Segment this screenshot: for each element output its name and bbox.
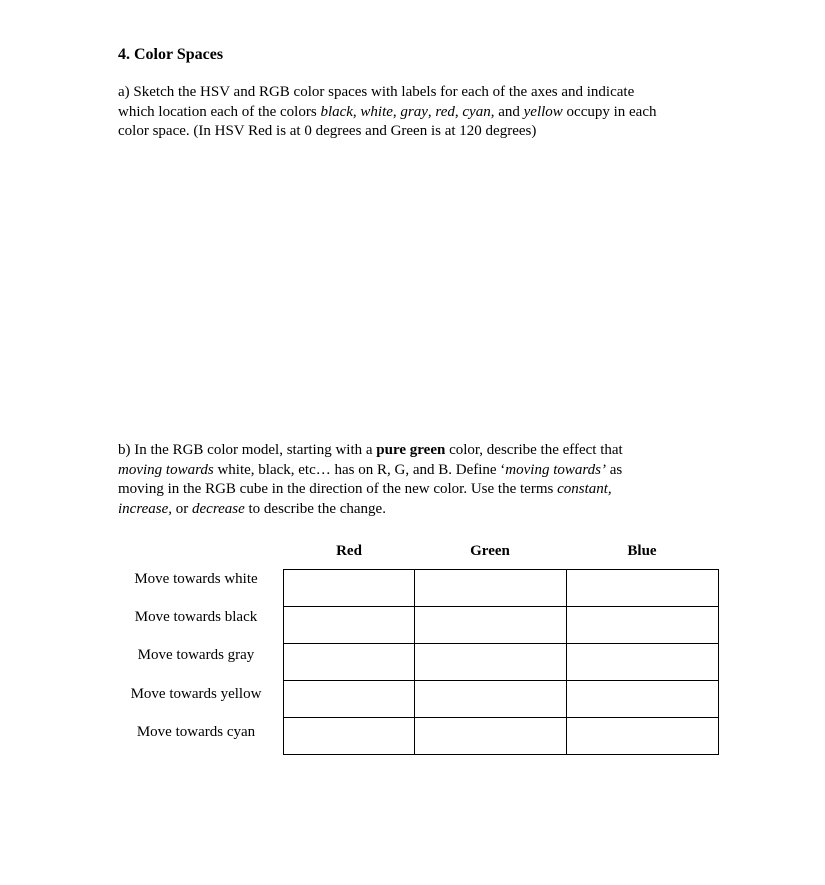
part-b-line-3: moving in the RGB cube in the direction of the new color. Use the terms constant, (118, 481, 612, 497)
color-term-gray: gray (400, 103, 428, 120)
cell-yellow-blue[interactable] (567, 681, 719, 718)
row-label-yellow: Move towards yellow (130, 686, 262, 702)
part-b-line-1: b) In the RGB color model, starting with a pure green color, describe the effect that (118, 442, 623, 458)
cell-black-red[interactable] (284, 607, 415, 644)
table-row (284, 570, 719, 607)
cell-gray-red[interactable] (284, 644, 415, 681)
part-b-line-4: increase, or decrease to describe the change. (118, 500, 386, 517)
table-row (284, 644, 719, 681)
color-term-black: black (320, 103, 353, 120)
cell-gray-blue[interactable] (567, 644, 719, 681)
table-row (284, 718, 719, 755)
term-decrease: decrease (192, 500, 245, 517)
answer-grid (283, 569, 719, 755)
pure-green-term: pure green (376, 442, 446, 458)
cell-black-blue[interactable] (567, 607, 719, 644)
cell-white-green[interactable] (415, 570, 567, 607)
part-a-line-1: a) Sketch the HSV and RGB color spaces with labels for each of the axes and indicate (118, 84, 635, 100)
part-b-question (118, 441, 678, 519)
row-label-cyan: Move towards cyan (136, 724, 256, 740)
column-header-blue: Blue (627, 543, 657, 559)
color-term-white: white (360, 103, 393, 120)
column-header-green: Green (470, 543, 510, 559)
cell-white-red[interactable] (284, 570, 415, 607)
color-term-cyan: cyan (462, 103, 491, 120)
cell-yellow-green[interactable] (415, 681, 567, 718)
cell-gray-green[interactable] (415, 644, 567, 681)
row-label-gray: Move towards gray (137, 647, 255, 663)
column-header-red: Red (336, 543, 362, 559)
cell-white-blue[interactable] (567, 570, 719, 607)
cell-yellow-red[interactable] (284, 681, 415, 718)
section-heading: 4. Color Spaces (118, 46, 224, 63)
cell-black-green[interactable] (415, 607, 567, 644)
part-a-line-3: color space. (In HSV Red is at 0 degrees and Green is at 120 degrees) (118, 123, 537, 139)
cell-cyan-red[interactable] (284, 718, 415, 755)
part-a-line-2: which location each of the colors black, white, gray, red, cyan, and yellow occupy in each (118, 103, 657, 120)
cell-cyan-blue[interactable] (567, 718, 719, 755)
color-term-red: red (435, 103, 455, 120)
term-increase: increase, (118, 500, 173, 517)
cell-cyan-green[interactable] (415, 718, 567, 755)
row-label-black: Move towards black (134, 609, 258, 625)
part-a-question (118, 83, 718, 142)
part-b-line-2: moving towards white, black, etc… has on R, G, and B. Define ‘moving towards’ as (118, 461, 623, 478)
row-label-white: Move towards white (134, 571, 258, 587)
table-row (284, 681, 719, 718)
color-term-yellow: yellow (523, 103, 563, 120)
term-constant: constant, (557, 481, 612, 497)
table-row (284, 607, 719, 644)
